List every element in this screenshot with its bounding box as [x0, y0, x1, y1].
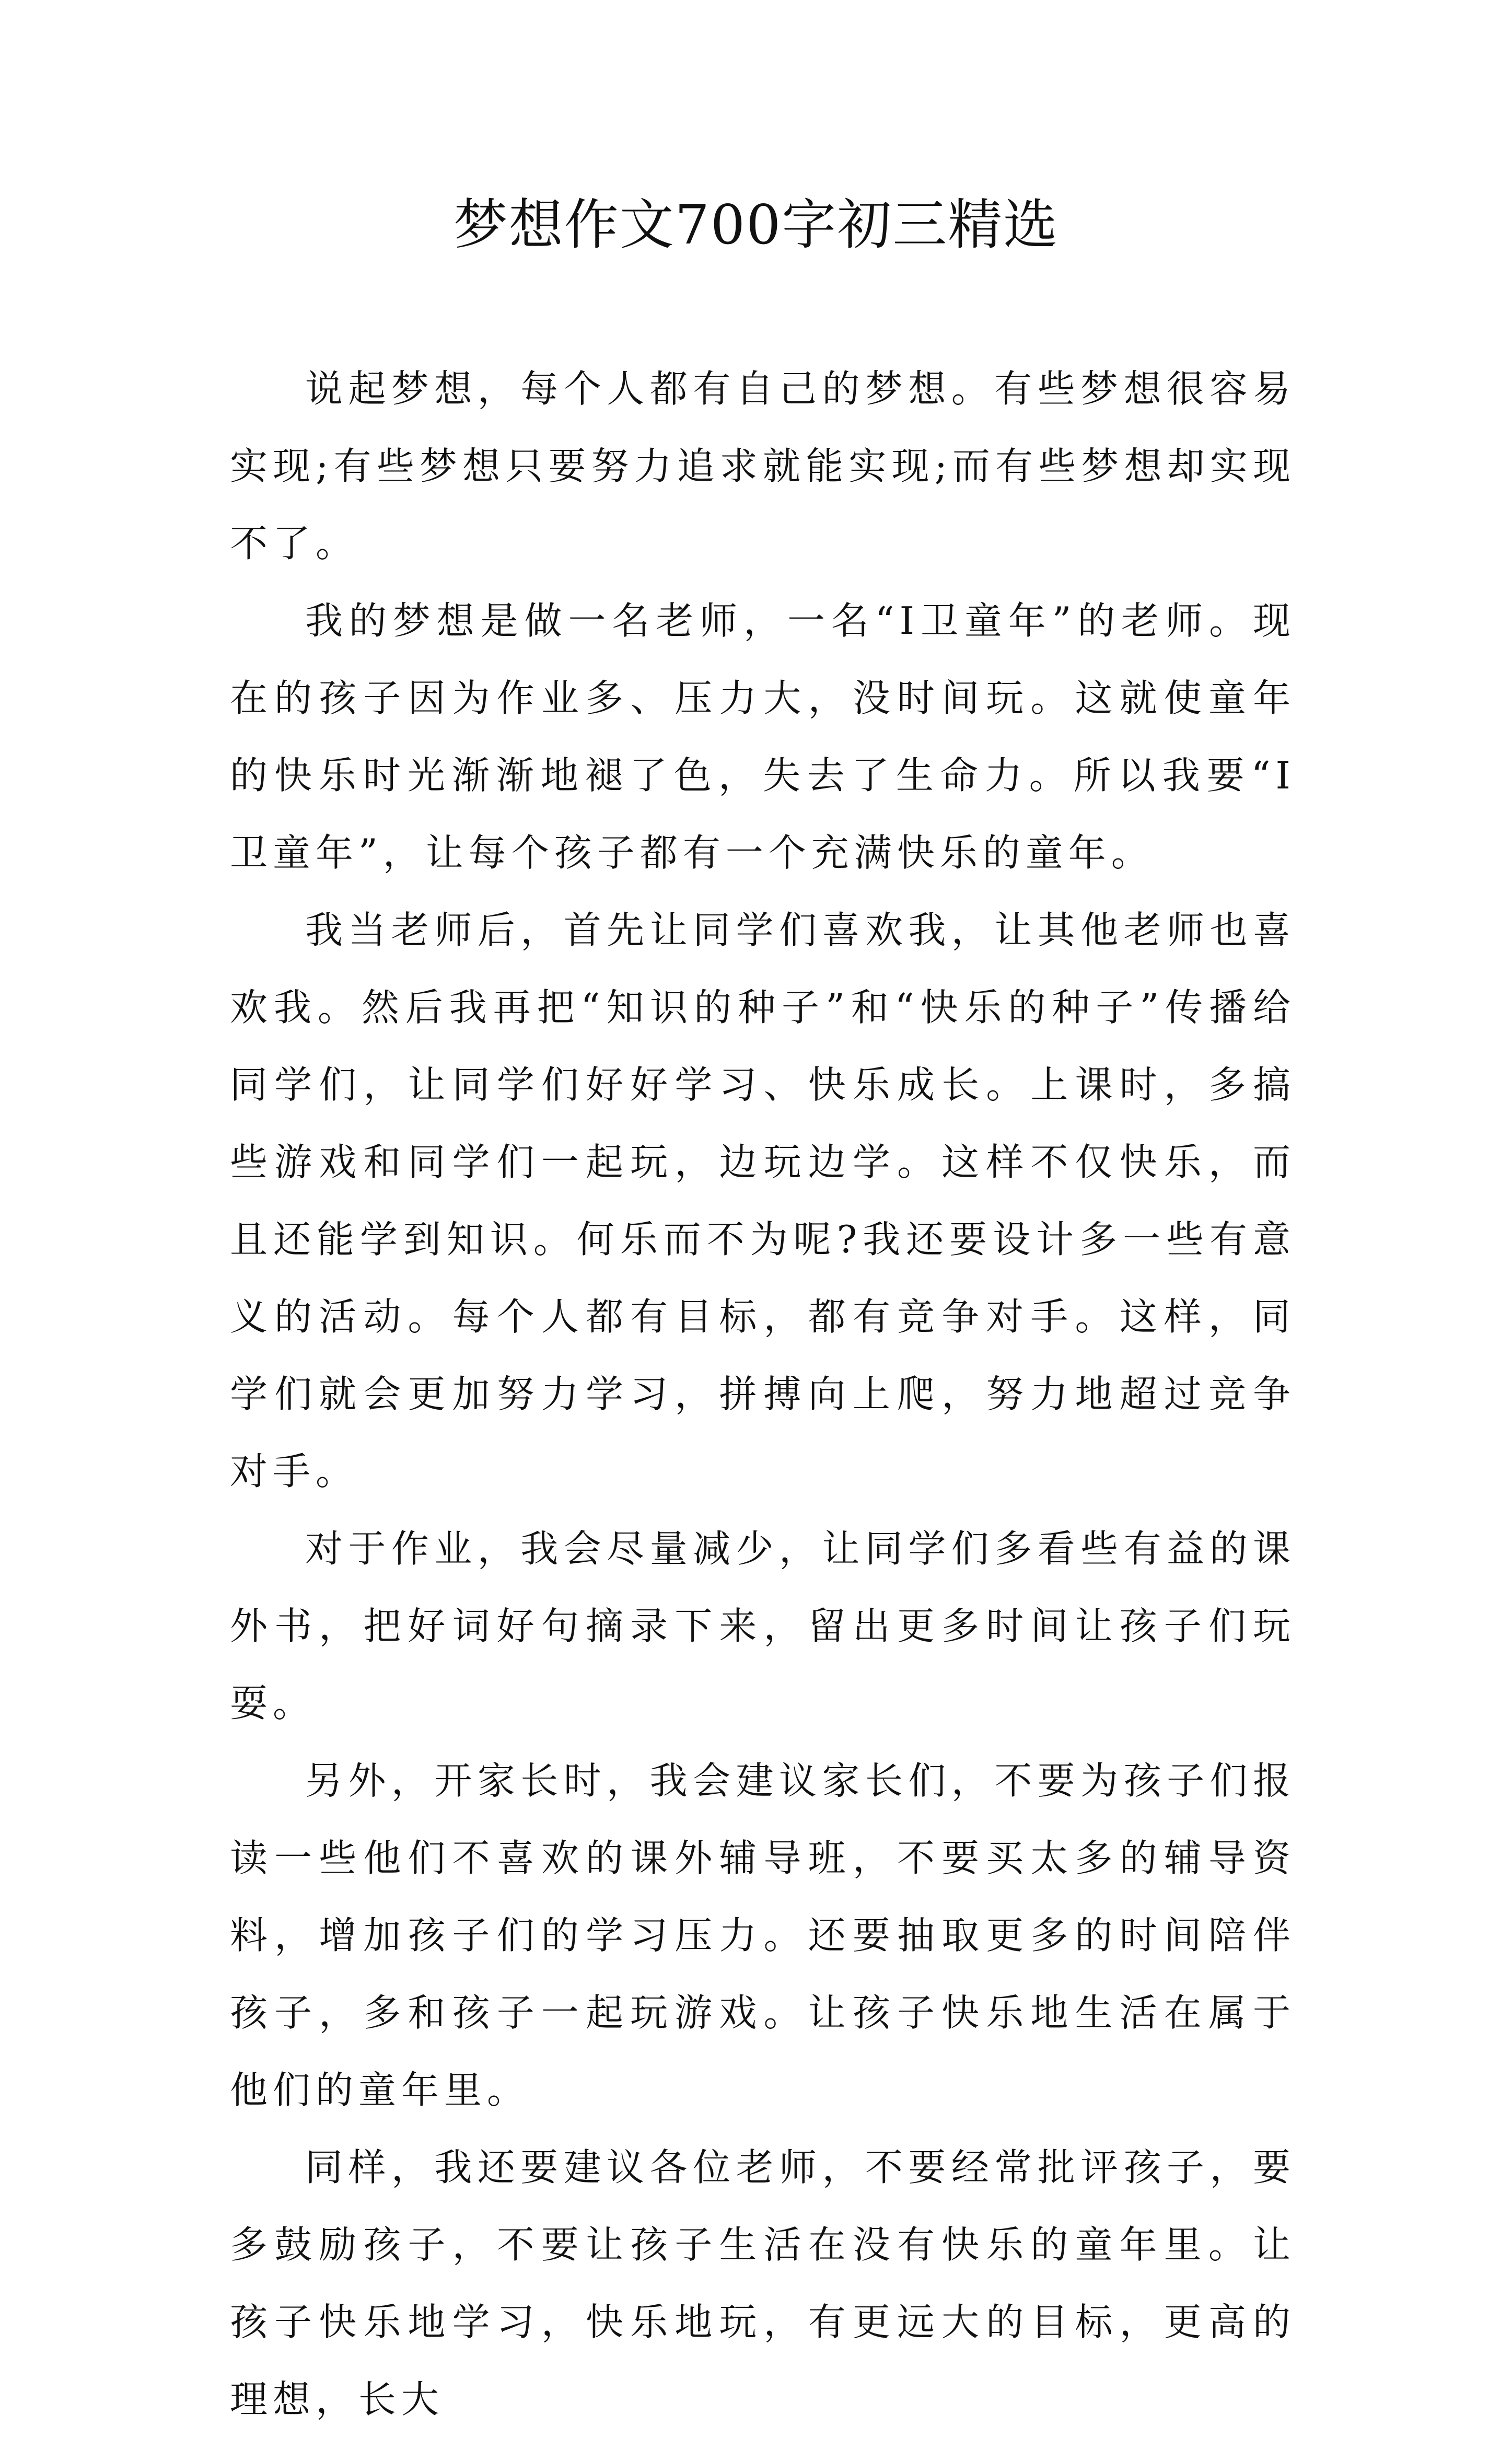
document-body: [230, 350, 1296, 2438]
paragraph-2: 我的梦想是做一名老师，一名“I卫童年”的老师。现在的孩子因为作业多、压力大，没时间玩。这就使童年的快乐时光渐渐地褪了色，失去了生命力。所以我要“I卫童年”，让每个孩子都有一个充满快乐的童年。: [230, 599, 1296, 875]
paragraph-6: 同样，我还要建议各位老师，不要经常批评孩子，要多鼓励孩子，不要让孩子生活在没有快乐的童年里。让孩子快乐地学习，快乐地玩，有更远大的目标，更高的理想，长大: [230, 2145, 1296, 2421]
paragraph-4: 对于作业，我会尽量减少，让同学们多看些有益的课外书，把好词好句摘录下来，留出更多时间让孩子们玩耍。: [230, 1527, 1296, 1725]
paragraph-1: 说起梦想，每个人都有自己的梦想。有些梦想很容易实现;有些梦想只要努力追求就能实现;而有些梦想却实现不了。: [230, 367, 1296, 565]
paragraph-3: 我当老师后，首先让同学们喜欢我，让其他老师也喜欢我。然后我再把“知识的种子”和“快乐的种子”传播给同学们，让同学们好好学习、快乐成长。上课时，多搞些游戏和同学们一起玩，边玩边学。这样不仅快乐，而且还能学到知识。何乐而不为呢?我还要设计多一些有意义的活动。每个人都有目标，都有竞争对手。这样，同学们就会更加努力学习，拼搏向上爬，努力地超过竞争对手。: [230, 908, 1296, 1493]
paragraph-5: 另外，开家长时，我会建议家长们，不要为孩子们报读一些他们不喜欢的课外辅导班，不要买太多的辅导资料，增加孩子们的学习压力。还要抽取更多的时间陪伴孩子，多和孩子一起玩游戏。让孩子快乐地生活在属于他们的童年里。: [230, 1759, 1296, 2112]
document-title: 梦想作文700字初三精选: [453, 193, 1059, 257]
